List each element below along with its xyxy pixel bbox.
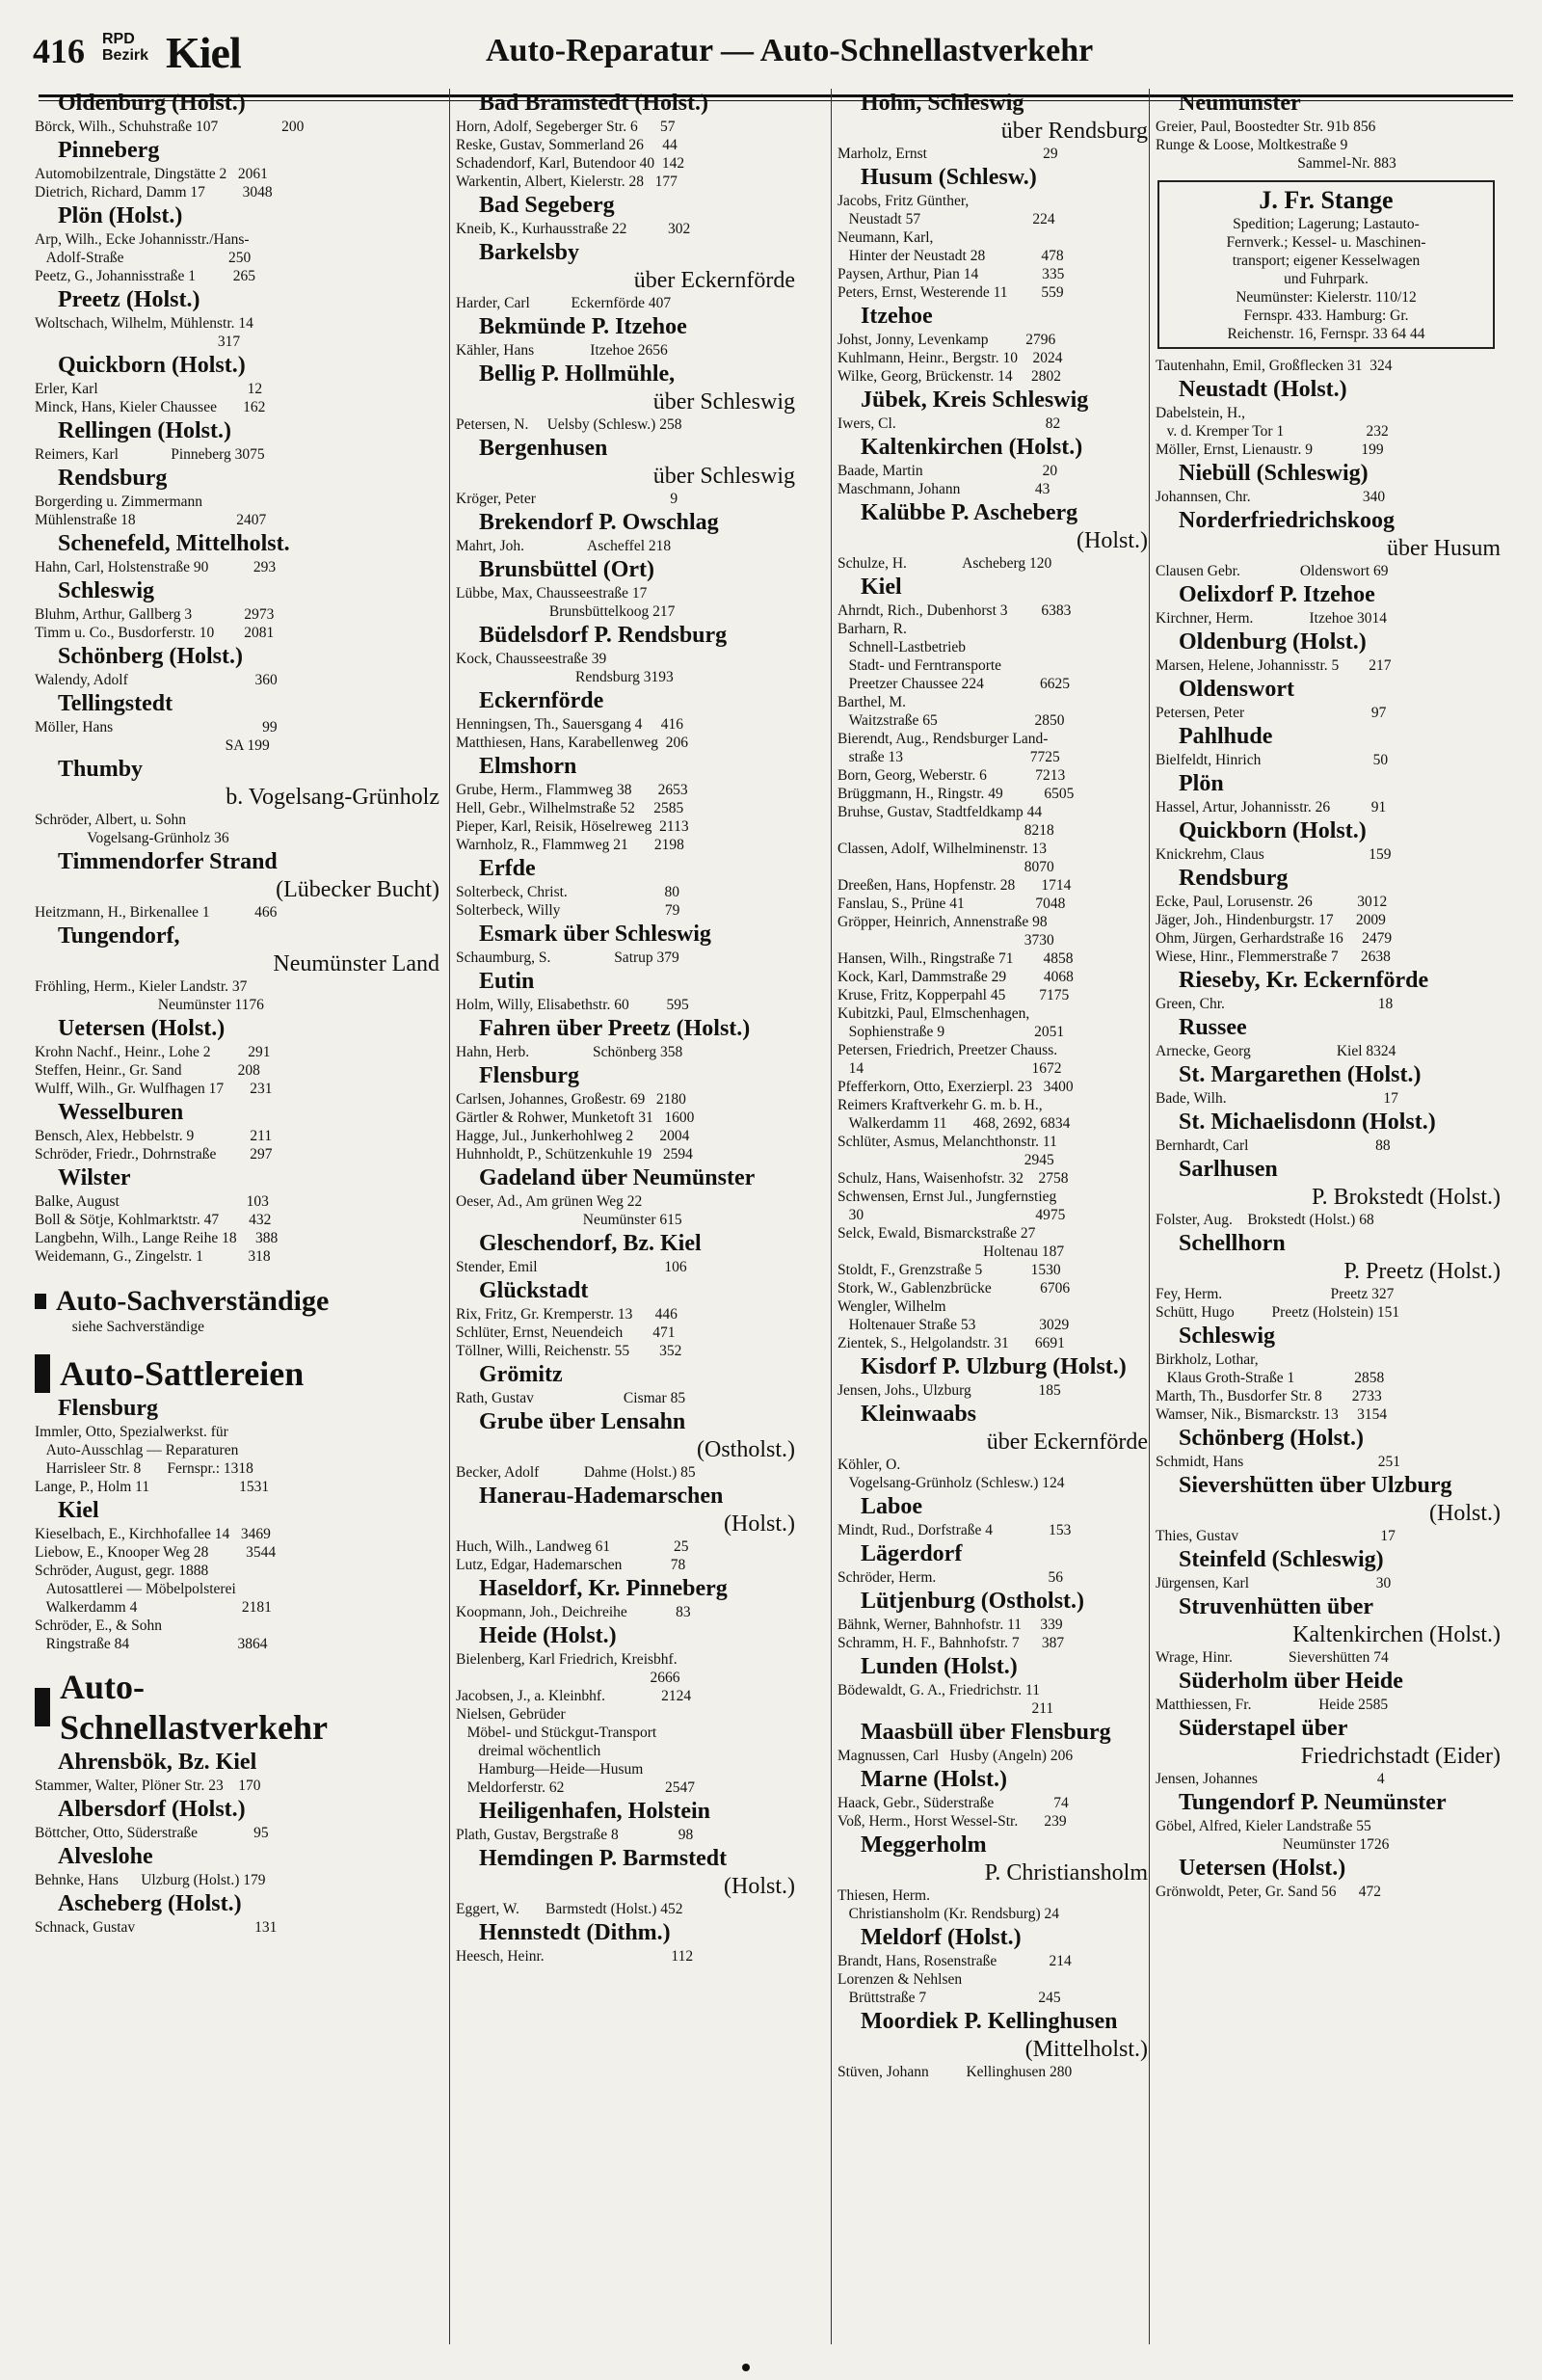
place-heading: Heide (Holst.) bbox=[479, 1623, 617, 1648]
entry-block: Huch, Wilh., Landweg 61 25 Lutz, Edgar, Hademarschen 78 bbox=[456, 1538, 689, 1573]
place-heading: Meggerholm bbox=[861, 1832, 987, 1858]
place-heading: Ascheberg (Holst.) bbox=[58, 1890, 242, 1916]
place-heading: Pinneberg bbox=[58, 138, 160, 163]
advertisement-text: Spedition; Lagerung; Lastauto- Fernverk.; Kessel- u. Maschinen- transport; eigener Kesselwagen und Fuhrpark. Neumünster: Kielerstr. 110/12 Fernspr. 433. Hamburg: Gr. Reichenstr. 16, Fernspr. 33 64 44 bbox=[1226, 216, 1426, 342]
place-heading: Rellingen (Holst.) bbox=[58, 418, 231, 443]
rpd-label: RPD bbox=[102, 31, 135, 47]
advertisement-box bbox=[1157, 180, 1495, 349]
entry-block: Baade, Martin 20 Maschmann, Johann 43 bbox=[837, 463, 1058, 497]
place-heading: Kaltenkirchen (Holst.) bbox=[861, 435, 1083, 460]
place-heading: Lütjenburg (Ostholst.) bbox=[861, 1589, 1085, 1614]
entry-block: Kähler, Hans Itzehoe 2656 bbox=[456, 342, 668, 359]
place-heading: Alveslohe bbox=[58, 1843, 153, 1869]
place-heading: Eutin bbox=[479, 969, 535, 994]
place-subheading: über Eckernförde bbox=[633, 268, 795, 293]
place-heading: Thumby bbox=[58, 757, 144, 782]
place-heading: Plön bbox=[1179, 771, 1224, 796]
place-heading: Flensburg bbox=[58, 1395, 159, 1421]
place-subheading: Friedrichstadt (Eider) bbox=[1300, 1744, 1501, 1769]
entry-block: Holm, Willy, Elisabethstr. 60 595 bbox=[456, 997, 689, 1013]
entry-block: Bernhardt, Carl 88 bbox=[1156, 1137, 1391, 1154]
entry-block: Hassel, Artur, Johannisstr. 26 91 bbox=[1156, 799, 1387, 816]
entry-block: Bödewaldt, G. A., Friedrichstr. 11 211 bbox=[837, 1682, 1054, 1717]
section-heading bbox=[35, 1350, 439, 1394]
page-title: Auto-Reparatur — Auto-Schnellastverkehr bbox=[486, 33, 1094, 68]
section-title: Auto-Sattlereien bbox=[60, 1353, 305, 1393]
place-heading: Fahren über Preetz (Holst.) bbox=[479, 1016, 751, 1041]
entry-block: Clausen Gebr. Oldenswort 69 bbox=[1156, 563, 1389, 579]
entry-block: Bielenberg, Karl Friedrich, Kreisbhf. 2666 Jacobsen, J., a. Kleinbhf. 2124 Nielsen, Gebrüder Möbel- und Stückgut-Transport dreimal wöchentlich Hamburg—Heide—Husum Meldorferstr. 62 2547 bbox=[456, 1651, 695, 1796]
entry-block: Kock, Chausseestraße 39 Rendsburg 3193 bbox=[456, 651, 674, 685]
place-heading: Kalübbe P. Ascheberg bbox=[861, 500, 1078, 525]
place-heading: Preetz (Holst.) bbox=[58, 287, 200, 312]
place-heading: Kleinwaabs bbox=[861, 1402, 977, 1427]
entry-block: Grube, Herm., Flammweg 38 2653 Hell, Gebr., Wilhelmstraße 52 2585 Pieper, Karl, Reisik, Höselreweg 2113 Warnholz, R., Flammweg 21 2198 bbox=[456, 782, 689, 853]
place-heading: Ahrensbök, Bz. Kiel bbox=[58, 1749, 257, 1775]
entry-block: Kirchner, Herm. Itzehoe 3014 bbox=[1156, 610, 1387, 627]
entry-block: Petersen, N. Uelsby (Schlesw.) 258 bbox=[456, 416, 682, 433]
entry-block: Ahrndt, Rich., Dubenhorst 3 6383 Barharn, R. Schnell-Lastbetrieb Stadt- und Ferntransporte Preetzer Chaussee 224 6625 Barthel, M. Waitzstraße 65 2850 Bierendt, Aug., Rendsburger Land- straße 13 7725 Born, Georg, Weberstr. 6 7213 Brüggmann, H., Ringstr. 49 6505 Bruhse, Gustav, Stadtfeldkamp 44 8218 Classen, Adolf, Wilhelminenstr. 13 8070 Dreeßen, Hans, Hopfenstr. 28 1714 Fanslau, S., Prüne 41 7048 Gröpper, Heinrich, Annenstraße 98 3730 Hansen, Wilh., Ringstraße 71 4858 Kock, Karl, Dammstraße 29 4068 Kruse, Fritz, Kopperpahl 45 7175 Kubitzki, Paul, Elmschenhagen, Sophienstraße 9 2051 Petersen, Friedrich, Preetzer Chauss. 14 1672 Pfefferkorn, Otto, Exerzierpl. 23 3400 Reimers Kraftverkehr G. m. b. H., Walkerdamm 11 468, 2692, 6834 Schlüter, Asmus, Melanchthonstr. 11 2945 Schulz, Hans, Waisenhofstr. 32 2758 Schwensen, Ernst Jul., Jungfernstieg 30 4975 Selck, Ewald, Bismarckstraße 27 Holtenau 187 Stoldt, F., Grenzstraße 5 1530 Stork, W., Gablenzbrücke 6706 Wengler, Wilhelm Holtenauer Straße 53 3029 Zientek, S., Helgolandstr. 31 6691 bbox=[837, 602, 1075, 1351]
entry-block: Kieselbach, E., Kirchhofallee 14 3469 Liebow, E., Knooper Weg 28 3544 Schröder, August, gegr. 1888 Autosattlerei — Möbelpolsterei Walkerdamm 4 2181 Schröder, E., & Sohn Ringstraße 84 3864 bbox=[35, 1525, 277, 1652]
entry-block: Johst, Jonny, Levenkamp 2796 Kuhlmann, Heinr., Bergstr. 10 2024 Wilke, Georg, Brückenstr. 14 2802 bbox=[837, 332, 1063, 385]
column-3 bbox=[831, 89, 1148, 2344]
place-heading: Bekmünde P. Itzehoe bbox=[479, 314, 687, 339]
place-heading: Elmshorn bbox=[479, 754, 577, 779]
column-2 bbox=[449, 89, 795, 2344]
place-heading: Süderstapel über bbox=[1179, 1716, 1348, 1741]
place-heading: Bellig P. Hollmühle, bbox=[479, 361, 676, 387]
entry-block: Bade, Wilh. 17 bbox=[1156, 1090, 1398, 1107]
entry-block: Jürgensen, Karl 30 bbox=[1156, 1575, 1392, 1591]
place-heading: Bergenhusen bbox=[479, 436, 608, 461]
place-heading: Esmark über Schleswig bbox=[479, 922, 711, 947]
entry-block: Dabelstein, H., v. d. Kremper Tor 1 232 Möller, Ernst, Lienaustr. 9 199 bbox=[1156, 405, 1389, 458]
place-subheading: (Holst.) bbox=[1429, 1501, 1501, 1526]
entry-block: Henningsen, Th., Sauersgang 4 416 Matthiesen, Hans, Karabellenweg 206 bbox=[456, 716, 689, 751]
entry-block: Solterbeck, Christ. 80 Solterbeck, Willy 79 bbox=[456, 884, 680, 919]
entry-block: Eggert, W. Barmstedt (Holst.) 452 bbox=[456, 1901, 683, 1917]
entry-block: Bluhm, Arthur, Gallberg 3 2973 Timm u. Co., Busdorferstr. 10 2081 bbox=[35, 606, 275, 641]
entry-block: Arnecke, Georg Kiel 8324 bbox=[1156, 1043, 1396, 1059]
place-heading: Oldenburg (Holst.) bbox=[58, 91, 246, 116]
place-subheading: über Rendsburg bbox=[1000, 119, 1148, 144]
entry-block: Tautenhahn, Emil, Großflecken 31 324 bbox=[1156, 358, 1393, 374]
place-heading: Wilster bbox=[58, 1165, 131, 1190]
section-heading bbox=[35, 1667, 439, 1748]
place-heading: Hennstedt (Dithm.) bbox=[479, 1920, 671, 1945]
entry-block: Haack, Gebr., Süderstraße 74 Voß, Herm., Horst Wessel-Str. 239 bbox=[837, 1795, 1069, 1830]
entry-block: Lübbe, Max, Chausseestraße 17 Brunsbüttelkoog 217 bbox=[456, 585, 676, 620]
place-subheading: über Eckernförde bbox=[986, 1430, 1148, 1455]
place-subheading: über Schleswig bbox=[652, 464, 795, 489]
place-heading: Uetersen (Holst.) bbox=[1179, 1856, 1346, 1881]
entry-block: Heitzmann, H., Birkenallee 1 466 bbox=[35, 904, 278, 921]
entry-block: Krohn Nachf., Heinr., Lohe 2 291 Steffen, Heinr., Gr. Sand 208 Wulff, Wilh., Gr. Wulfhagen 17 231 bbox=[35, 1044, 273, 1097]
entry-block: Hahn, Herb. Schönberg 358 bbox=[456, 1044, 683, 1060]
place-subheading: P. Brokstedt (Holst.) bbox=[1311, 1185, 1501, 1210]
place-heading: Rendsburg bbox=[58, 466, 168, 491]
place-heading: Hemdingen P. Barmstedt bbox=[479, 1846, 728, 1871]
place-subheading: Kaltenkirchen (Holst.) bbox=[1292, 1622, 1501, 1647]
entry-block: Bensch, Alex, Hebbelstr. 9 211 Schröder, Friedr., Dohrnstraße 297 bbox=[35, 1128, 273, 1163]
entry-block: Rath, Gustav Cismar 85 bbox=[456, 1390, 686, 1406]
page-number: 416 bbox=[33, 32, 85, 70]
entry-block: Schröder, Albert, u. Sohn Vogelsang-Grünholz 36 bbox=[35, 812, 229, 846]
place-heading: Albersdorf (Holst.) bbox=[58, 1796, 246, 1822]
place-subheading: P. Christiansholm bbox=[984, 1860, 1148, 1885]
place-subheading: (Ostholst.) bbox=[697, 1437, 795, 1462]
entry-block: Schaumburg, S. Satrup 379 bbox=[456, 949, 679, 966]
place-heading: Kiel bbox=[58, 1497, 99, 1523]
entry-block: Möller, Hans 99 SA 199 bbox=[35, 719, 278, 754]
entry-block: Balke, August 103 Boll & Sötje, Kohlmarktstr. 47 432 Langbehn, Wilh., Lange Reihe 18 388 Weidemann, G., Zingelstr. 1 318 bbox=[35, 1193, 279, 1265]
section-title: Auto-Sachverständige bbox=[56, 1285, 330, 1318]
entry-block: Brandt, Hans, Rosenstraße 214 Lorenzen & Nehlsen Brüttstraße 7 245 bbox=[837, 1953, 1072, 2006]
section-marker-icon bbox=[35, 1354, 50, 1393]
place-heading: Husum (Schlesw.) bbox=[861, 165, 1037, 190]
entry-block: Ecke, Paul, Lorusenstr. 26 3012 Jäger, Joh., Hindenburgstr. 17 2009 Ohm, Jürgen, Gerhardstraße 16 2479 Wiese, Hinr., Flemmerstraße 7 2638 bbox=[1156, 894, 1393, 965]
entry-block: Bähnk, Werner, Bahnhofstr. 11 339 Schramm, H. F., Bahnhofstr. 7 387 bbox=[837, 1617, 1065, 1651]
entry-block: Knickrehm, Claus 159 bbox=[1156, 846, 1392, 863]
entry-block: Magnussen, Carl Husby (Angeln) 206 bbox=[837, 1748, 1074, 1764]
entry-block: Stammer, Walter, Plöner Str. 23 170 bbox=[35, 1777, 261, 1794]
district-label bbox=[102, 31, 148, 64]
place-heading: Meldorf (Holst.) bbox=[861, 1925, 1022, 1950]
place-heading: Tungendorf P. Neumünster bbox=[1179, 1790, 1447, 1815]
place-heading: Timmendorfer Strand bbox=[58, 849, 278, 874]
entry-block: Arp, Wilh., Ecke Johannisstr./Hans- Adolf-Straße 250 Peetz, G., Johannisstraße 1 265 bbox=[35, 231, 256, 284]
place-heading: Kiel bbox=[861, 575, 902, 600]
entry-block: Koopmann, Joh., Deichreihe 83 bbox=[456, 1604, 691, 1620]
place-heading: Plön (Holst.) bbox=[58, 203, 183, 228]
place-heading: Neumünster bbox=[1179, 91, 1301, 116]
entry-block: Matthiessen, Fr. Heide 2585 bbox=[1156, 1697, 1389, 1713]
entry-block: Mindt, Rud., Dorfstraße 4 153 bbox=[837, 1522, 1072, 1538]
place-heading: Flensburg bbox=[479, 1063, 580, 1088]
entry-block: Thiesen, Herm. Christiansholm (Kr. Rendsburg) 24 bbox=[837, 1887, 1060, 1922]
page-header bbox=[23, 27, 1507, 79]
place-subheading: (Holst.) bbox=[724, 1874, 795, 1899]
entry-block: Stüven, Johann Kellinghusen 280 bbox=[837, 2064, 1073, 2080]
place-heading: Sarlhusen bbox=[1179, 1157, 1278, 1182]
place-heading: Schönberg (Holst.) bbox=[1179, 1426, 1364, 1451]
entry-block: Birkholz, Lothar, Klaus Groth-Straße 1 2858 Marth, Th., Busdorfer Str. 8 2733 Wamser, Nik., Bismarckstr. 13 3154 bbox=[1156, 1351, 1388, 1423]
place-heading: Heiligenhafen, Holstein bbox=[479, 1799, 710, 1824]
entry-block: Iwers, Cl. 82 bbox=[837, 415, 1061, 432]
place-heading: Erfde bbox=[479, 856, 536, 881]
entry-block: Kröger, Peter 9 bbox=[456, 491, 678, 507]
entry-block: Oeser, Ad., Am grünen Weg 22 Neumünster 615 bbox=[456, 1193, 682, 1228]
place-heading: Laboe bbox=[861, 1494, 923, 1519]
place-heading: Büdelsdorf P. Rendsburg bbox=[479, 623, 728, 648]
entry-block: Plath, Gustav, Bergstraße 8 98 bbox=[456, 1827, 694, 1843]
place-subheading: über Schleswig bbox=[652, 389, 795, 414]
entry-block: Fröhling, Herm., Kieler Landstr. 37 Neumünster 1176 bbox=[35, 978, 264, 1013]
place-heading: Struvenhütten über bbox=[1179, 1594, 1374, 1619]
entry-block: Borgerding u. Zimmermann Mühlenstraße 18 2407 bbox=[35, 494, 267, 528]
entry-block: Marholz, Ernst 29 bbox=[837, 146, 1058, 162]
entry-block: Reimers, Karl Pinneberg 3075 bbox=[35, 446, 265, 463]
place-heading: Sievershütten über Ulzburg bbox=[1179, 1473, 1452, 1498]
district-city: Kiel bbox=[166, 28, 241, 77]
place-heading: Schellhorn bbox=[1179, 1231, 1286, 1256]
entry-block: Heesch, Heinr. 112 bbox=[456, 1948, 694, 1965]
place-heading: Haseldorf, Kr. Pinneberg bbox=[479, 1576, 728, 1601]
place-subheading: (Holst.) bbox=[724, 1511, 795, 1537]
place-heading: St. Michaelisdonn (Holst.) bbox=[1179, 1110, 1436, 1135]
place-heading: Kisdorf P. Ulzburg (Holst.) bbox=[861, 1354, 1127, 1379]
entry-block: Köhler, O. Vogelsang-Grünholz (Schlesw.) 124 bbox=[837, 1457, 1065, 1491]
place-subheading: über Husum bbox=[1387, 536, 1501, 561]
entry-block: Johannsen, Chr. 340 bbox=[1156, 489, 1386, 505]
place-heading: Gadeland über Neumünster bbox=[479, 1165, 756, 1190]
entry-block: Hahn, Carl, Holstenstraße 90 293 bbox=[35, 559, 277, 575]
bezirk-label: Bezirk bbox=[102, 47, 149, 64]
place-heading: Uetersen (Holst.) bbox=[58, 1016, 226, 1041]
entry-block: Harder, Carl Eckernförde 407 bbox=[456, 295, 672, 311]
place-heading: Quickborn (Holst.) bbox=[1179, 818, 1367, 843]
entry-block: Schulze, H. Ascheberg 120 bbox=[837, 555, 1052, 572]
place-heading: Moordiek P. Kellinghusen bbox=[861, 2009, 1118, 2034]
entry-block: Folster, Aug. Brokstedt (Holst.) 68 bbox=[1156, 1212, 1374, 1228]
place-heading: Tungendorf, bbox=[58, 923, 180, 949]
place-heading: Bad Bramstedt (Holst.) bbox=[479, 91, 708, 116]
entry-block: Fey, Herm. Preetz 327 Schütt, Hugo Preetz (Holstein) 151 bbox=[1156, 1286, 1400, 1321]
entry-block: Greier, Paul, Boostedter Str. 91b 856 Runge & Loose, Moltkestraße 9 Sammel-Nr. 883 bbox=[1156, 119, 1396, 172]
entry-block: Immler, Otto, Spezialwerkst. für Auto-Ausschlag — Reparaturen Harrisleer Str. 8 Fernspr.: 1318 Lange, P., Holm 11 1531 bbox=[35, 1423, 270, 1495]
page-dot bbox=[742, 2364, 750, 2371]
entry-block: Börck, Wilh., Schuhstraße 107 200 bbox=[35, 119, 305, 135]
place-subheading: (Mittelholst.) bbox=[1024, 2037, 1148, 2062]
place-heading: Grömitz bbox=[479, 1362, 563, 1387]
section-title: Auto- Schnellastverkehr bbox=[60, 1667, 328, 1747]
place-heading: Steinfeld (Schleswig) bbox=[1179, 1547, 1384, 1572]
place-heading: Russee bbox=[1179, 1015, 1247, 1040]
entry-block: Stender, Emil 106 bbox=[456, 1259, 687, 1275]
place-heading: Maasbüll über Flensburg bbox=[861, 1720, 1111, 1745]
place-heading: Schönberg (Holst.) bbox=[58, 644, 243, 669]
entry-block: Schmidt, Hans 251 bbox=[1156, 1454, 1401, 1470]
place-heading: Jübek, Kreis Schleswig bbox=[861, 388, 1089, 413]
entry-block: Green, Chr. 18 bbox=[1156, 996, 1394, 1012]
place-subheading: Neumünster Land bbox=[273, 951, 439, 976]
section-heading bbox=[35, 1283, 439, 1318]
place-heading: Oldenswort bbox=[1179, 677, 1294, 702]
place-heading: Oldenburg (Holst.) bbox=[1179, 629, 1367, 655]
place-heading: Niebüll (Schleswig) bbox=[1179, 461, 1369, 486]
entry-block: Behnke, Hans Ulzburg (Holst.) 179 bbox=[35, 1871, 266, 1888]
place-heading: Barkelsby bbox=[479, 240, 580, 265]
place-heading: Schenefeld, Mittelholst. bbox=[58, 531, 290, 556]
place-heading: Süderholm über Heide bbox=[1179, 1669, 1403, 1694]
entry-block: Horn, Adolf, Segeberger Str. 6 57 Reske, Gustav, Sommerland 26 44 Schadendorf, Karl, Butendoor 40 142 Warkentin, Albert, Kielerstr. 28 177 bbox=[456, 119, 685, 190]
section-marker-icon bbox=[35, 1688, 50, 1726]
entry-block: Jensen, Johannes 4 bbox=[1156, 1771, 1385, 1787]
advertiser-name: J. Fr. Stange bbox=[1259, 186, 1394, 214]
entry-block: siehe Sachverständige bbox=[35, 1319, 205, 1336]
entry-block: Erler, Karl 12 Minck, Hans, Kieler Chaussee 162 bbox=[35, 381, 266, 415]
place-heading: Norderfriedrichskoog bbox=[1179, 508, 1395, 533]
entry-block: Walendy, Adolf 360 bbox=[35, 672, 278, 688]
place-heading: Quickborn (Holst.) bbox=[58, 353, 246, 378]
place-heading: Itzehoe bbox=[861, 304, 933, 329]
entry-block: Göbel, Alfred, Kieler Landstraße 55 Neumünster 1726 bbox=[1156, 1818, 1390, 1853]
place-heading: Hanerau-Hademarschen bbox=[479, 1484, 724, 1509]
place-heading: Glückstadt bbox=[479, 1278, 589, 1303]
entry-block: Rix, Fritz, Gr. Kremperstr. 13 446 Schlüter, Ernst, Neuendeich 471 Töllner, Willi, Reichenstr. 55 352 bbox=[456, 1306, 682, 1359]
place-heading: Lunden (Holst.) bbox=[861, 1654, 1018, 1679]
column-1 bbox=[35, 89, 439, 2344]
entry-block: Petersen, Peter 97 bbox=[1156, 705, 1387, 721]
entry-block: Böttcher, Otto, Süderstraße 95 bbox=[35, 1824, 269, 1841]
entry-block: Thies, Gustav 17 bbox=[1156, 1528, 1396, 1544]
place-heading: Pahlhude bbox=[1179, 724, 1273, 749]
entry-block: Woltschach, Wilhelm, Mühlenstr. 14 317 bbox=[35, 315, 253, 350]
entry-block: Jensen, Johs., Ulzburg 185 bbox=[837, 1382, 1061, 1399]
entry-block: Carlsen, Johannes, Großestr. 69 2180 Gärtler & Rohwer, Munketoft 31 1600 Hagge, Jul., Junkerhohlweg 2 2004 Huhnholdt, P., Schützenkuhle 19 2594 bbox=[456, 1091, 695, 1163]
entry-block: Schnack, Gustav 131 bbox=[35, 1918, 278, 1936]
entry-block: Grönwoldt, Peter, Gr. Sand 56 472 bbox=[1156, 1884, 1382, 1900]
place-heading: Bad Segeberg bbox=[479, 193, 615, 218]
place-heading: Rendsburg bbox=[1179, 866, 1289, 891]
place-heading: Hohn, Schleswig bbox=[861, 91, 1024, 116]
section-marker-icon bbox=[35, 1294, 46, 1309]
entry-block: Schröder, Herm. 56 bbox=[837, 1569, 1063, 1586]
place-heading: Schleswig bbox=[58, 578, 155, 603]
place-heading: Neustadt (Holst.) bbox=[1179, 377, 1347, 402]
entry-block: Bielfeldt, Hinrich 50 bbox=[1156, 752, 1389, 768]
entry-block: Jacobs, Fritz Günther, Neustadt 57 224 Neumann, Karl, Hinter der Neustadt 28 478 Paysen, Arthur, Pian 14 335 Peters, Ernst, Westerende 11 559 bbox=[837, 193, 1065, 301]
place-heading: Brunsbüttel (Ort) bbox=[479, 557, 654, 582]
place-subheading: b. Vogelsang-Grünholz bbox=[226, 785, 439, 810]
place-heading: Brekendorf P. Owschlag bbox=[479, 510, 719, 535]
entry-block: Becker, Adolf Dahme (Holst.) 85 bbox=[456, 1464, 696, 1481]
place-heading: Eckernförde bbox=[479, 688, 604, 713]
entry-block: Automobilzentrale, Dingstätte 2 2061 Dietrich, Richard, Damm 17 3048 bbox=[35, 166, 273, 201]
place-heading: Wesselburen bbox=[58, 1100, 184, 1125]
place-heading: Marne (Holst.) bbox=[861, 1767, 1007, 1792]
place-heading: Oelixdorf P. Itzehoe bbox=[1179, 582, 1375, 607]
place-subheading: P. Preetz (Holst.) bbox=[1343, 1259, 1501, 1284]
place-heading: Grube über Lensahn bbox=[479, 1409, 686, 1434]
column-4 bbox=[1149, 89, 1501, 2344]
place-heading: Gleschendorf, Bz. Kiel bbox=[479, 1231, 702, 1256]
place-heading: St. Margarethen (Holst.) bbox=[1179, 1062, 1422, 1087]
place-heading: Lägerdorf bbox=[861, 1541, 963, 1566]
entry-block: Marsen, Helene, Johannisstr. 5 217 bbox=[1156, 657, 1392, 674]
place-subheading: (Holst.) bbox=[1077, 528, 1148, 553]
entry-block: Kneib, K., Kurhausstraße 22 302 bbox=[456, 221, 691, 237]
place-subheading: (Lübecker Bucht) bbox=[276, 877, 439, 902]
place-heading: Tellingstedt bbox=[58, 691, 173, 716]
place-heading: Rieseby, Kr. Eckernförde bbox=[1179, 968, 1429, 993]
entry-block: Mahrt, Joh. Ascheffel 218 bbox=[456, 538, 672, 554]
place-heading: Schleswig bbox=[1179, 1324, 1276, 1349]
entry-block: Wrage, Hinr. Sievershütten 74 bbox=[1156, 1649, 1389, 1666]
